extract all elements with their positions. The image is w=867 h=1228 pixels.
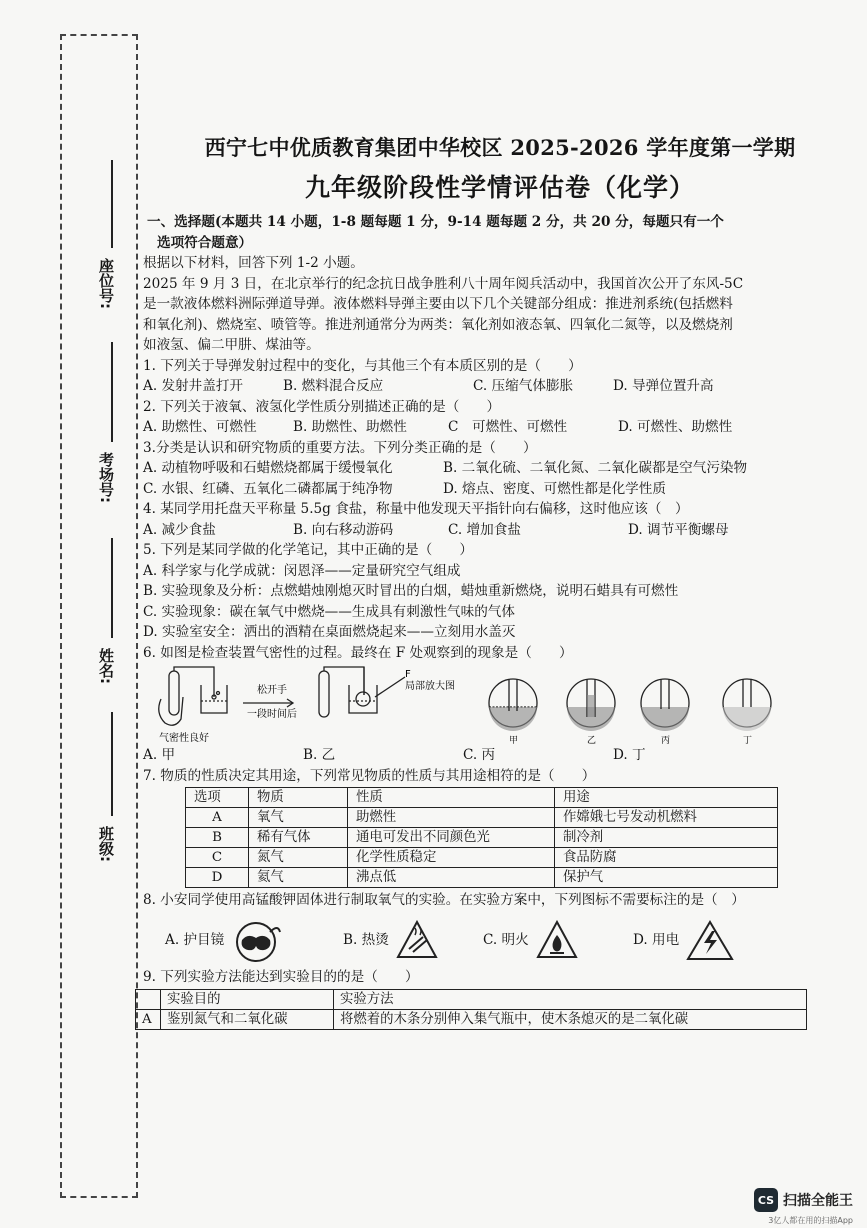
table-cell: 通电可发出不同颜色光	[348, 828, 555, 848]
q5-option-a: A. 科学家与化学成就：闵恩泽——定量研究空气组成	[143, 562, 461, 579]
q6-option-a: A. 甲	[143, 747, 176, 763]
table-header: 用途	[555, 788, 778, 808]
table-cell: 将燃着的木条分别伸入集气瓶中，使木条熄灭的是二氧化碳	[334, 1010, 807, 1030]
q3-stem: 3.分类是认识和研究物质的重要方法。下列分类正确的是（ ）	[143, 439, 537, 456]
q8-option-c-label: C. 明火	[483, 932, 529, 949]
q8-option-c	[483, 919, 633, 963]
exam-room-line	[111, 342, 113, 442]
q9-table	[135, 989, 807, 1030]
table-cell: 氧气	[249, 808, 348, 828]
label-jia: 甲	[509, 736, 519, 745]
material-line: 是一款液体燃料洲际弹道导弹。液体燃料导弹主要由以下几个关键部分组成：推进剂系统(包括燃料	[143, 296, 733, 312]
label-ding: 丁	[743, 736, 753, 745]
open-flame-icon	[535, 919, 579, 963]
time-later-label: 一段时间后	[247, 709, 297, 720]
q2-option-a: A. 助燃性、可燃性	[143, 419, 257, 435]
table-row	[186, 808, 778, 828]
q4-stem: 4. 某同学用托盘天平称量 5.5g 食盐，称量中他发现天平指针向右偏移，这时他应该（ ）	[143, 501, 689, 517]
q6-option-d: D. 丁	[613, 747, 646, 763]
seat-number-line	[111, 160, 113, 248]
q3-option-a: A. 动植物呼吸和石蜡燃烧都属于缓慢氧化	[143, 460, 393, 476]
hot-surface-icon	[395, 919, 439, 963]
q1-option-b: B. 燃料混合反应	[283, 378, 384, 394]
table-header-row	[136, 990, 807, 1010]
table-row	[186, 828, 778, 848]
scanner-logo: CS	[754, 1188, 778, 1212]
q2-option-c: C 可燃性、可燃性	[448, 419, 568, 435]
q3-options-ab	[143, 458, 843, 479]
q6-stem: 6. 如图是检查装置气密性的过程。最终在 F 处观察到的现象是（ ）	[143, 644, 573, 661]
q3-option-c: C. 水银、红磷、五氧化二磷都属于纯净物	[143, 480, 393, 497]
table-cell: 食品防腐	[555, 848, 778, 868]
table-cell: C	[186, 848, 249, 868]
material-line: 和氧化剂)、燃烧室、喷管等。推进剂通常分为两类：氧化剂如液态氧、四氧化二氮等，以及燃烧剂	[143, 316, 733, 333]
q5-option-d: D. 实验室安全：洒出的酒精在桌面燃烧起来——立刻用水盖灭	[143, 624, 516, 640]
q1-stem: 1. 下列关于导弹发射过程中的变化，与其他三个有本质区别的是（ ）	[143, 357, 582, 374]
table-row	[136, 1010, 807, 1030]
q6-option-c: C. 丙	[463, 747, 496, 763]
zoom-view-label: 局部放大图	[405, 681, 455, 692]
q7-stem: 7. 物质的性质决定其用途，下列常见物质的性质与其用途相符的是（ ）	[143, 767, 596, 784]
q1-options	[143, 376, 843, 397]
exam-room-label: 考场号:	[97, 452, 115, 503]
table-header-row	[186, 788, 778, 808]
q5-option-b: B. 实验现象及分析：点燃蜡烛刚熄灭时冒出的白烟，蜡烛重新燃烧，说明石蜡具有可燃性	[143, 583, 679, 599]
table-header	[136, 990, 161, 1010]
table-cell: A	[186, 808, 249, 828]
airtightness-figure	[143, 665, 843, 745]
point-f-label: F	[405, 669, 411, 680]
zoom-option-bing	[641, 679, 689, 731]
table-cell: 沸点低	[348, 868, 555, 888]
q8-option-a-label: A. 护目镜	[165, 932, 225, 949]
q2-stem: 2. 下列关于液氧、液氢化学性质分别描述正确的是（ ）	[143, 398, 501, 415]
material-line: 2025 年 9 月 3 日，在北京举行的纪念抗日战争胜利八十周年阅兵活动中，我国首次公开了东风-5C	[143, 275, 744, 292]
beaker-2	[349, 685, 377, 713]
q8-option-d-label: D. 用电	[633, 932, 680, 949]
q6-options	[143, 745, 843, 766]
seat-number-label: 座位号:	[97, 258, 115, 309]
table-header: 实验目的	[161, 990, 334, 1010]
table-cell: 作嫦娥七号发动机燃料	[555, 808, 778, 828]
q1-option-d: D. 导弹位置升高	[613, 378, 714, 394]
table-cell: B	[186, 828, 249, 848]
scanner-watermark	[754, 1188, 853, 1225]
table-cell: 化学性质稳定	[348, 848, 555, 868]
q4-option-a: A. 减少食盐	[143, 521, 216, 538]
table-cell: 制冷剂	[555, 828, 778, 848]
scanner-subtitle: 3亿人都在用的扫描App	[768, 1216, 853, 1225]
q9-stem: 9. 下列实验方法能达到实验目的的是（ ）	[143, 968, 419, 985]
material-line: 如液氢、偏二甲肼、煤油等。	[143, 337, 320, 353]
exam-content	[143, 212, 843, 1030]
section1-heading-cont: 选项符合题意）	[157, 234, 253, 251]
table-header: 性质	[348, 788, 555, 808]
table-cell: 鉴别氮气和二氧化碳	[161, 1010, 334, 1030]
q8-option-d	[633, 919, 735, 963]
q2-options	[143, 417, 843, 438]
table-cell: A	[136, 1010, 161, 1030]
electrical-hazard-icon	[685, 919, 735, 963]
q8-option-a	[143, 918, 343, 964]
scanner-title: 扫描全能王	[783, 1193, 853, 1209]
table-cell: D	[186, 868, 249, 888]
delivery-tube	[174, 667, 214, 697]
table-cell: 氮气	[249, 848, 348, 868]
q4-option-b: B. 向右移动游码	[293, 521, 394, 538]
q4-option-c: C. 增加食盐	[448, 521, 521, 538]
q1-option-a: A. 发射井盖打开	[143, 378, 244, 394]
q5-option-c: C. 实验现象：碳在氧气中燃烧——生成具有刺激性气味的气体	[143, 603, 515, 620]
q1-option-c: C. 压缩气体膨胀	[473, 378, 574, 394]
q3-option-d: D. 熔点、密度、可燃性都是化学性质	[443, 480, 666, 497]
q2-option-b: B. 助燃性、助燃性	[293, 419, 407, 435]
name-label: 姓名:	[97, 648, 115, 684]
q5-stem: 5. 下列是某同学做的化学笔记，其中正确的是（ ）	[143, 542, 473, 558]
zoom-option-yi	[567, 679, 615, 731]
q8-stem: 8. 小安同学使用高锰酸钾固体进行制取氧气的实验。在实验方案中，下列图标不需要标注的是（ ）	[143, 892, 745, 908]
q4-options	[143, 520, 843, 541]
table-cell: 保护气	[555, 868, 778, 888]
table-cell: 助燃性	[348, 808, 555, 828]
exam-title-line1: 西宁七中优质教育集团中华校区 2025-2026 学年度第一学期	[204, 135, 796, 160]
table-cell: 稀有气体	[249, 828, 348, 848]
binding-margin	[60, 34, 138, 1198]
class-label: 班级:	[97, 826, 115, 862]
release-label: 松开手	[257, 685, 287, 696]
table-header: 实验方法	[334, 990, 807, 1010]
q3-option-b: B. 二氧化硫、二氧化氮、二氧化碳都是空气污染物	[443, 460, 748, 476]
label-yi: 乙	[587, 736, 597, 745]
airtight-good-label: 气密性良好	[159, 733, 209, 744]
q8-option-b-label: B. 热烫	[343, 932, 389, 949]
test-tube	[169, 671, 179, 715]
label-bing: 丙	[661, 736, 671, 745]
zoom-option-jia	[489, 679, 537, 731]
table-row	[186, 848, 778, 868]
apparatus-diagram	[143, 665, 843, 745]
goggles-icon	[230, 918, 282, 964]
exam-title-line2: 九年级阶段性学情评估卷（化学）	[304, 173, 695, 202]
section1-heading: 一、选择题(本题共 14 小题，1-8 题每题 1 分，9-14 题每题 2 分，共 20 分，每题只有一个	[147, 214, 724, 230]
table-header: 选项	[186, 788, 249, 808]
q8-icon-options	[143, 915, 843, 967]
q2-option-d: D. 可燃性、助燃性	[618, 419, 733, 435]
q4-option-d: D. 调节平衡螺母	[628, 521, 729, 538]
q3-options-cd	[143, 479, 843, 500]
table-row	[186, 868, 778, 888]
q6-option-b: B. 乙	[303, 747, 336, 763]
test-tube-2	[319, 671, 329, 717]
q8-option-b	[343, 919, 483, 963]
table-header: 物质	[249, 788, 348, 808]
table-cell: 氦气	[249, 868, 348, 888]
material-intro: 根据以下材料，回答下列 1-2 小题。	[143, 255, 364, 271]
zoom-option-ding	[723, 679, 771, 731]
q7-table	[185, 787, 778, 888]
name-line	[111, 538, 113, 638]
class-line	[111, 712, 113, 816]
